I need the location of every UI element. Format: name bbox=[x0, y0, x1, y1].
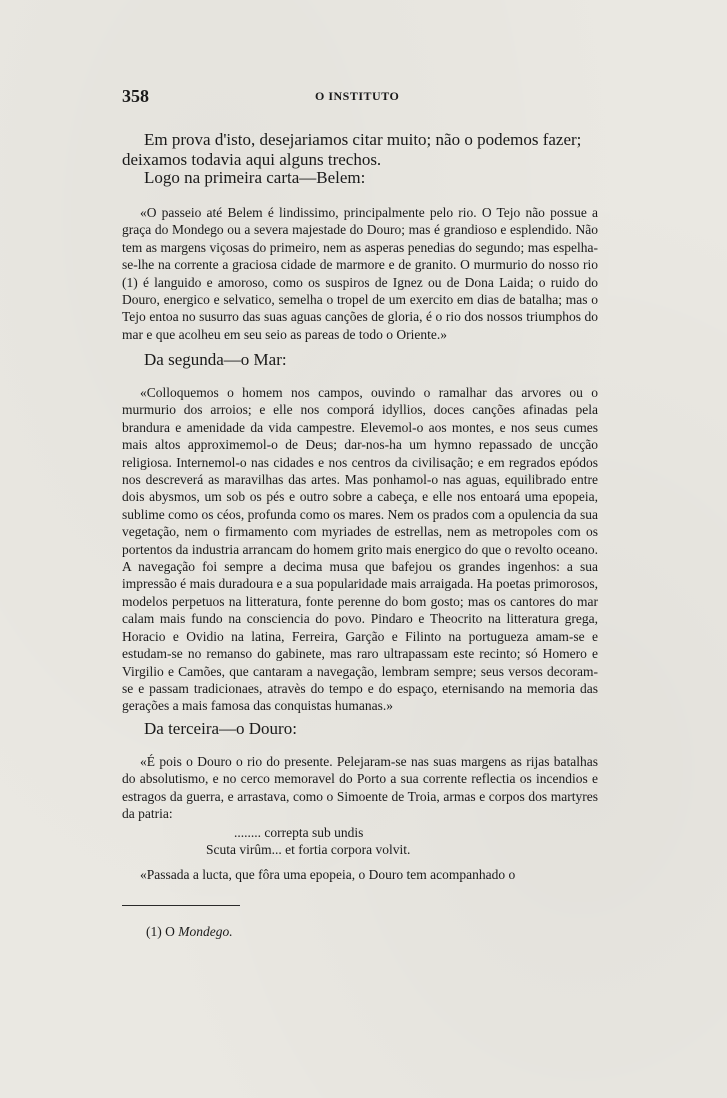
footnote-marker: (1) O bbox=[146, 924, 179, 939]
intro-first-letter-heading: Logo na primeira carta—Belem: bbox=[144, 168, 366, 187]
page-number: 358 bbox=[122, 86, 149, 106]
latin-verse bbox=[122, 824, 598, 858]
quote-douro: «É pois o Douro o rio do presente. Pelejaram-se nas suas margens as rijas batalhas do absolutismo, e no cerco memoravel do Porto a sua corrente reflectia os incendios e estragos da guerra, e arrastava, como o Simoente de Troia, armas e corpos dos martyres da patria: bbox=[122, 754, 598, 822]
verse-line-1: ........ correpta sub undis bbox=[234, 825, 364, 840]
footnote bbox=[146, 924, 233, 940]
intro-paragraph: Em prova d'isto, desejariamos citar muito; não o podemos fazer; deixamos todavia aqui alguns trechos. bbox=[122, 130, 582, 169]
heading-second-letter: Da segunda—o Mar: bbox=[144, 350, 287, 369]
page-header bbox=[122, 86, 602, 108]
quote-mar: «Colloquemos o homem nos campos, ouvindo o ramalhar das arvores ou o murmurio dos arroios; e elle nos comporá idyllios, doces canções afinadas pela brandura e amenidade da vida campestre. Elevemol-o aos montes, e nos seus cumes mais altos approximemol-o de Deus; dar-nos-ha um hymno repassado de uncção religiosa. Internemol-o nas cidades e nos centros da civilisação; e em regrados epódos nos descreverá as maravilhas das artes. Mas ponhamol-o nas aguas, equilibrado entre dois abysmos, um sob os pés e outro sobre a cabeça, e elle nos entoará uma epopeia, sublime como os céos, profunda como os mares. Nem os prados com a opulencia da sua vegetação, nem o firmamento com myriades de estrellas, nem as metropoles com os portentos da industria arrancam do homem grito mais energico do que o revolto oceano. A navegação foi sempre a decima musa que bafejou os grandes ingenhos: a sua impressão é mais duradoura e a sua popularidade mais arraigada. Ha poetas primorosos, modelos perpetuos na litteratura, fonte perenne do bom gosto; mas os cantores do mar calam mais fundo na consciencia do povo. Pindaro e Theocrito na litteratura grega, Horacio e Ovidio na latina, Ferreira, Garção e Filinto na portugueza amam-se e estudam-se no remanso do gabinete, mas raro ultrapassam este recinto; só Homero e Virgilio e Camões, que cantaram a navegação, lembram sempre; seus versos decoram-se e passam tradicionaes, atravès do tempo e do espaço, eternisando na memoria das gerações a mais famosa das conquistas humanas.» bbox=[122, 385, 598, 714]
quote-douro-continued: «Passada a lucta, que fôra uma epopeia, o Douro tem acompanhado o bbox=[140, 867, 516, 882]
verse-line-2: Scuta virûm... et fortia corpora volvit. bbox=[206, 842, 411, 857]
heading-third-letter: Da terceira—o Douro: bbox=[144, 719, 297, 738]
quote-belem: «O passeio até Belem é lindissimo, principalmente pelo rio. O Tejo não possue a graça do Mondego ou a severa majestade do Douro; mas é grandioso e esplendido. Não tem as margens viçosas do primeiro, nem as asperas penedias do segundo; mas espelha-se-lhe na corrente a graciosa cidade de marmore e de granito. O murmurio do nosso rio (1) é languido e amoroso, como os suspiros de Ignez ou de Dona Laida; o ruido do Douro, energico e selvatico, semelha o tropel de um exercito em dias de batalha; mas o Tejo entoa no susurro das suas aguas canções de gloria, é o rio dos nossos triumphos do mar e que acolheu em seu seio as pareas de todo o Oriente.» bbox=[122, 205, 598, 342]
footnote-text: Mondego. bbox=[178, 924, 233, 939]
footnote-divider bbox=[122, 905, 240, 906]
running-head: O INSTITUTO bbox=[315, 89, 400, 103]
